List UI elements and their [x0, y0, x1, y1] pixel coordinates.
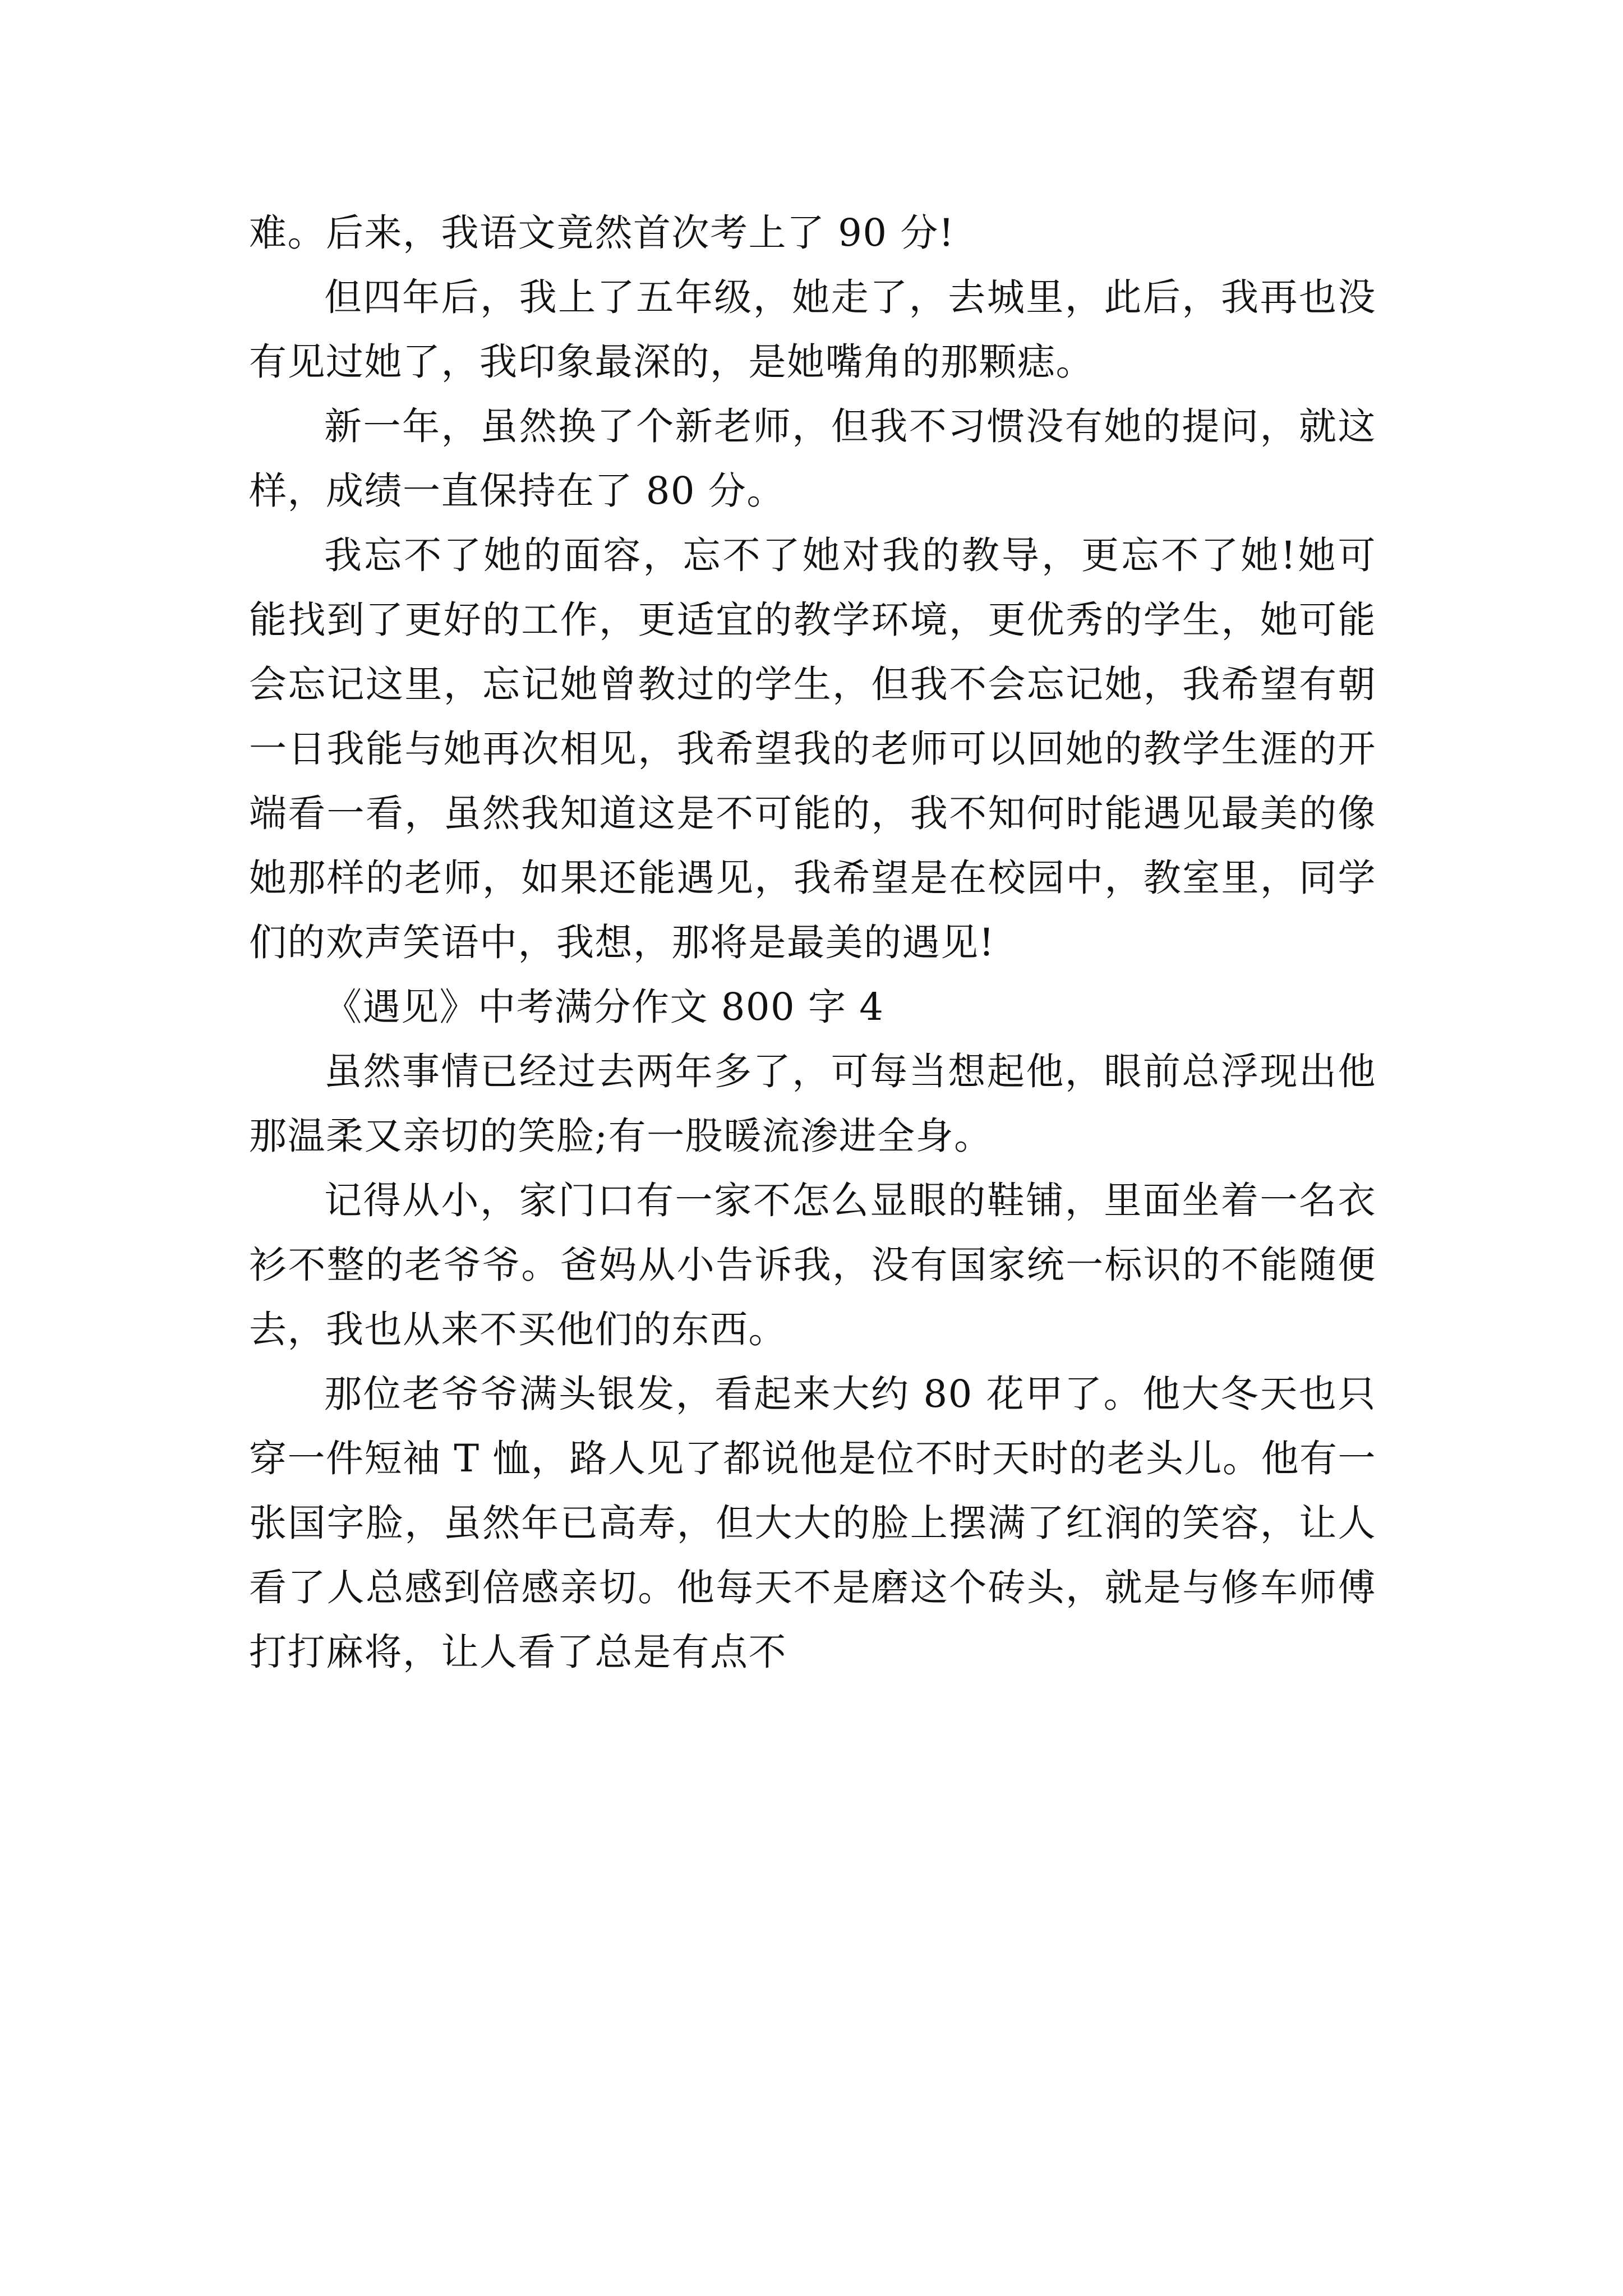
- essay-heading: 《遇见》中考满分作文 800 字 4: [324, 985, 884, 1029]
- body-text: [249, 201, 1376, 1685]
- paragraph: 记得从小，家门口有一家不怎么显眼的鞋铺，里面坐着一名衣衫不整的老爷爷。爸妈从小告诉我，没有国家统一标识的不能随便去，我也从来不买他们的东西。: [249, 1179, 1376, 1351]
- paragraph: 新一年，虽然换了个新老师，但我不习惯没有她的提问，就这样，成绩一直保持在了 80 分。: [249, 404, 1376, 513]
- paragraph: 那位老爷爷满头银发，看起来大约 80 花甲了。他大冬天也只穿一件短袖 T 恤，路人见了都说他是位不时天时的老头儿。他有一张国字脸，虽然年已高寿，但大大的脸上摆满了红润的笑容，让人看了人总感到倍感亲切。他每天不是磨这个砖头，就是与修车师傅打打麻将，让人看了总是有点不: [249, 1372, 1376, 1674]
- paragraph-continuation: 难。后来，我语文竟然首次考上了 90 分!: [249, 211, 955, 255]
- paragraph: 虽然事情已经过去两年多了，可每当想起他，眼前总浮现出他那温柔又亲切的笑脸;有一股暖流渗进全身。: [249, 1050, 1376, 1158]
- paragraph: 我忘不了她的面容，忘不了她对我的教导，更忘不了她!她可能找到了更好的工作，更适宜的教学环境，更优秀的学生，她可能会忘记这里，忘记她曾教过的学生，但我不会忘记她，我希望有朝一日我能与她再次相见，我希望我的老师可以回她的教学生涯的开端看一看，虽然我知道这是不可能的，我不知何时能遇见最美的像她那样的老师，如果还能遇见，我希望是在校园中，教室里，同学们的欢声笑语中，我想，那将是最美的遇见!: [249, 533, 1376, 964]
- paragraph: 但四年后，我上了五年级，她走了，去城里，此后，我再也没有见过她了，我印象最深的，是她嘴角的那颗痣。: [249, 275, 1376, 384]
